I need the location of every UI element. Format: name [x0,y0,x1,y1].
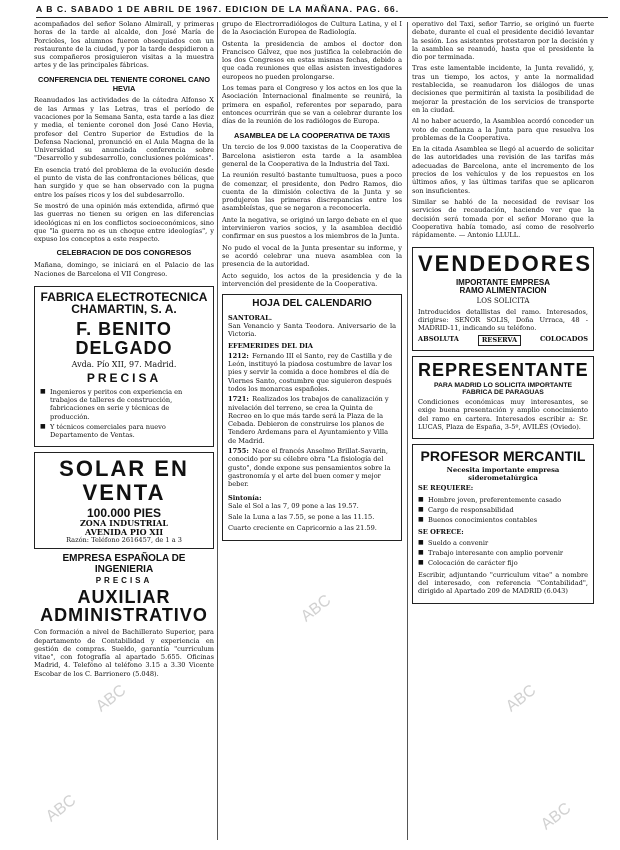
ad-title: SOLAR EN VENTA [59,456,189,505]
article-paragraph: En la citada Asamblea se llegó al acuerdo de solicitar de las autoridades una revisión de las tarifas más adecuadas de Barcelona, ante el incremento de los precios de los vehículos y de los repuestos en los últimos años, y las últimas tarifas que se aplicaron son insuficientes. [412,145,594,195]
article-paragraph: Se mostró de una opinión más extendida, afirmó que las guerras no tienen su origen en las diferencias ideológicas ni en los conflictos socioeconómicos, sino que "la guerra no es un choque entre ideologías", y expuso los conceptos a este respecto. [34,201,214,244]
ad-title: 100.000 PIES [86,505,162,520]
ad-body: Condiciones económicas muy interesantes, se exige buena presentación y amplio conocimiento del ramo en cartera. Interesados escribir a: Sr. LUCAS, Plaza de España, 3-5º, AVILÉS (Oviedo). [418,397,588,431]
ad-line: AVENIDA PIO XII [84,526,164,537]
ad-bullet: ■ Trabajo interesante con amplio porvenir [428,549,588,557]
column-2 [222,20,402,840]
section-heading: ASAMBLEA DE LA COOPERATIVA DE TAXIS [233,130,391,140]
ad-title: EMPRESA ESPAÑOLA DE INGENIERIA [62,553,186,575]
ad-bullet: ■ Colocación de carácter fijo [428,559,588,567]
efemeride-year: 1755: [228,447,249,456]
article-paragraph: operativo del Taxi, señor Tarrio, se originó un fuerte debate, durante el cual el presidente decidió levantar la sesión. Los asistentes protestaron por la decisión y la asamblea se reanudó, hasta que el presidente la dio por terminada. [412,20,594,62]
ad-bullet: ■ Y técnicos comerciales para nuevo Departamento de Ventas. [50,423,208,440]
ad-profesor-mercantil [412,444,594,604]
ad-title: REPRESENTANTE [418,359,589,380]
header-rule [36,17,608,18]
ad-fabrica-electrotecnica [34,286,214,448]
column-3 [412,20,594,840]
efemeride-item [228,395,396,445]
abc-watermark: ABC [92,681,130,716]
ad-body: Escribir, adjuntando "curriculum vitae" a nombre del interesado, con referencia "Contabilidad", dirigido al Apartado 209 de MADRID (6.043) [418,570,588,596]
ad-body: Introducidos detallistas del ramo. Interesados, dirigirse: SEÑOR SOLIS, Doña Urraca, 48 - MADRID-11, indicando su teléfono. [418,307,588,333]
ad-title: VENDEDORES [418,251,593,277]
sintonia-line: Sale el Sol a las 7, 09 pone a las 19.57. [228,501,359,510]
ad-line: ZONA INDUSTRIAL [79,518,169,529]
ad-precisa: PRECISA [95,576,153,586]
sintonia-label: Sintonía: [228,493,262,502]
ad-representante [412,356,594,439]
article-paragraph: La reunión resultó bastante tumultuosa, pues a poco de comenzar, el presidente, don Pedro Ramos, dio cuenta de la dimisión colectiva de la Junta y se produjeron las primeras discrepancias entre los asambleístas, que se negaron a reconocerla. [222,171,402,213]
article-paragraph: grupo de Electrorradiólogos de Cultura Latina, y el I de la Asociación Europea de Radiología. [222,20,402,37]
ad-address: Avda. Pío XII, 97. Madrid. [71,359,177,369]
section-heading: CONFERENCIA DEL TENIENTE CORONEL CANO HEVIA [38,74,210,93]
ad-list [418,539,588,568]
article-paragraph: Similar se habló de la necesidad de revisar los servicios de recaudación, haciendo ver que la decisión será tomada por el señor Morano que la Cooperativa había tomado, así como de resolverlo rápidamente. — Antonio LLULL. [412,197,594,240]
ad-contact: Razón: Teléfono 2616457, de 1 a 3 [66,535,182,544]
ad-sublabel: SE REQUIERE: [418,484,474,493]
article-intro: acompañados del señor Solano Almirall, y primeras horas de la tarde al alcalde, don José María de Porcioles, los alumnos fueron obsequiados con un restaurante de la ciudad, y por la tarde despidieron a sus compañeros prosiguieron visitas a la muestra artes y de las principales fábricas. [34,20,214,70]
ad-footer [418,335,588,345]
ad-title: CHAMARTIN, S. A. [71,302,177,317]
ad-bullet: ■ Hombre joven, preferentemente casado [428,496,588,504]
section-heading: CELEBRACION DE DOS CONGRESOS [56,248,192,258]
efemeride-year: 1212: [228,351,249,360]
ad-footer-word: ABSOLUTA [418,335,459,344]
santoral-text: San Venancio y Santa Teodora. Aniversario de la Victoria. [228,321,396,339]
ad-line: PARA MADRID LO SOLICITA IMPORTANTE FABRICA DE PARAGUAS [433,381,573,396]
column-1 [34,20,214,840]
ad-title: PROFESOR MERCANTIL [420,448,586,465]
ad-title: F. BENITO DELGADO [75,319,173,358]
ad-bullet: ■ Sueldo a convenir [428,539,588,547]
ad-vendedores [412,247,594,350]
abc-watermark: ABC [297,591,335,626]
efemeride-text: Realizados los trabajos de canalización y nivelación del terreno, se crea la Quinta de Recreo en lo que más tarde será la Plaza de la Cebada. Debieron de construirse los planos de Tendero Ardemans para el Ayuntamiento y Villa de Madrid. [228,395,389,445]
article-paragraph: No pudo el vocal de la Junta presentar su informe, y se acordó celebrar una nueva asamblea con la presencia de la autoridad. [222,243,402,269]
ad-list [40,388,208,440]
article-paragraph: Los temas para el Congreso y los actos en los que la Asociación Internacional finalmente se reunirá, la primera en español, referentes por separado, para entonces ocurrirán que se van a celebrar durante los días de la reunión de los radiólogos de Europa. [222,84,402,126]
article-paragraph: Acto seguido, los actos de la presidencia y de la intervención del presidente de la Cooperativa. [222,271,402,288]
calendar-title: HOJA DEL CALENDARIO [252,298,372,310]
article-paragraph: Mañana, domingo, se iniciará en el Palacio de las Naciones de Barcelona el VII Congreso. [34,261,214,278]
ad-line: RAMO ALIMENTACION [459,285,547,295]
calendar-box [222,294,402,541]
ad-footer-word: COLOCADOS [540,335,588,344]
ad-title: FABRICA ELECTROTECNICA [40,289,208,304]
efemeride-year: 1721: [228,395,249,404]
article-paragraph: Al no haber acuerdo, la Asamblea acordó conceder un voto de confianza a la Junta para que resuelva los problemas de la Cooperativa. [412,117,594,142]
ad-solar-venta [34,452,214,549]
ad-auxiliar [34,554,214,678]
article-paragraph: Reanudados las actividades de la cátedra Alfonso X de las Armas y las Letras, tras el período de vacaciones por la Semana Santa, esta tarde a las diez y media, el teniente coronel don José Cano Hevia, profesor del Centro Superior de Estudios de la Defensa Nacional, pronunció en el Aula Magna de la Universidad su anunciada conferencia sobre "Desarrollo y subdesarrollo, conclusiones polémicas". [34,96,214,163]
article-paragraph: Un tercio de los 9.000 taxistas de la Cooperativa de Barcelona asistieron esta tarde a la asamblea general de la Cooperativa de la Industria del Taxi. [222,143,402,168]
efemeride-item [228,447,396,488]
abc-watermark: ABC [502,681,540,716]
efemeride-item [228,352,396,393]
ad-body: Con formación a nivel de Bachillerato Superior, para departamento de Contabilidad y experiencia en gestión de compras. Sueldo, garantía "curriculum vitae", con fotografía al apartado 5.655. Oficinas Madrid, 4. Telefóno al teléfono 3.15 a 3.30 Vicente Escobar de los C. Barrionero (5.048). [34,628,214,678]
article-paragraph: En esencia trató del problema de la evolución desde el punto de vista de las confrontaciones bélicas, que han surgido y que se han observado con la pugna entre los países ricos y los del subdesarrollo. [34,165,214,199]
efemerides-label: EFEMERIDES DEL DIA [228,341,314,350]
ad-sublabel: SE OFRECE: [418,527,464,536]
ad-line: LOS SOLICITA [476,297,530,306]
article-paragraph: Tras este lamentable incidente, la Junta revalidó, y, tras un tiempo, los actos, y ante la normalidad restablecida, se reanudaron los diálogos de unas decisiones que permitirán al taxista la posibilidad de mejorar la prestación de los servicios de transporte en la ciudad. [412,64,594,114]
ad-bullet: ■ Ingenieros y peritos con experiencia en trabajos de talleres de construcción, fabricaciones en serie y técnicas de producción. [50,388,208,421]
page-header: A B C. SABADO 1 DE ABRIL DE 1967. EDICION DE LA MAÑANA. PAG. 66. [36,4,400,14]
efemeride-text: Nace el francés Anselmo Brillat-Savarin, conocido por su célebre obra "La fisiología del gusto", donde expone sus pensamientos sobre la gastronomía y el arte del buen comer y mejor beber. [228,447,391,489]
column-divider [407,22,408,840]
ad-precisa: PRECISA [86,371,162,386]
efemeride-text: Fernando III el Santo, rey de Castilla y de León, instituyó la piadosa costumbre de lavar los pies y servir la comida a doce hombres el día de Viernes Santo, costumbre que siguieron después todos los monarcas españoles. [228,351,393,393]
ad-bullet: ■ Cargo de responsabilidad [428,506,588,514]
sintonia-line: Cuarto creciente en Capricornio a las 21.59. [228,524,377,533]
santoral-label: SANTORAL. [228,313,273,322]
ad-footer-word: RESERVA [478,335,521,345]
abc-watermark: ABC [42,791,80,826]
ad-line: IMPORTANTE EMPRESA [455,277,551,287]
article-paragraph: Ostenta la presidencia de ambos el doctor don Francisco Gálvez, que nos justifica la celebración de los dos Congresos en estas mismas fechas, debido a que cada reuniones que ellas asisten investigadores europeos no pueden prolongarse. [222,39,402,81]
abc-watermark: ABC [537,799,575,834]
ad-bullet: ■ Buenos conocimientos contables [428,516,588,524]
ad-line: Necesita importante empresa siderometalúrgica [446,465,560,483]
ad-title: AUXILIAR ADMINISTRATIVO [40,586,208,626]
ad-list [418,496,588,525]
column-divider [217,22,218,840]
article-paragraph: Ante la negativa, se originó un largo debate en el que intervinieron varios socios, y la asamblea decidió confirmar en sus puestos a los miembros de la Junta. [222,215,402,241]
sintonia-line: Sale la Luna a las 7.55, se pone a las 11.15. [228,513,375,522]
